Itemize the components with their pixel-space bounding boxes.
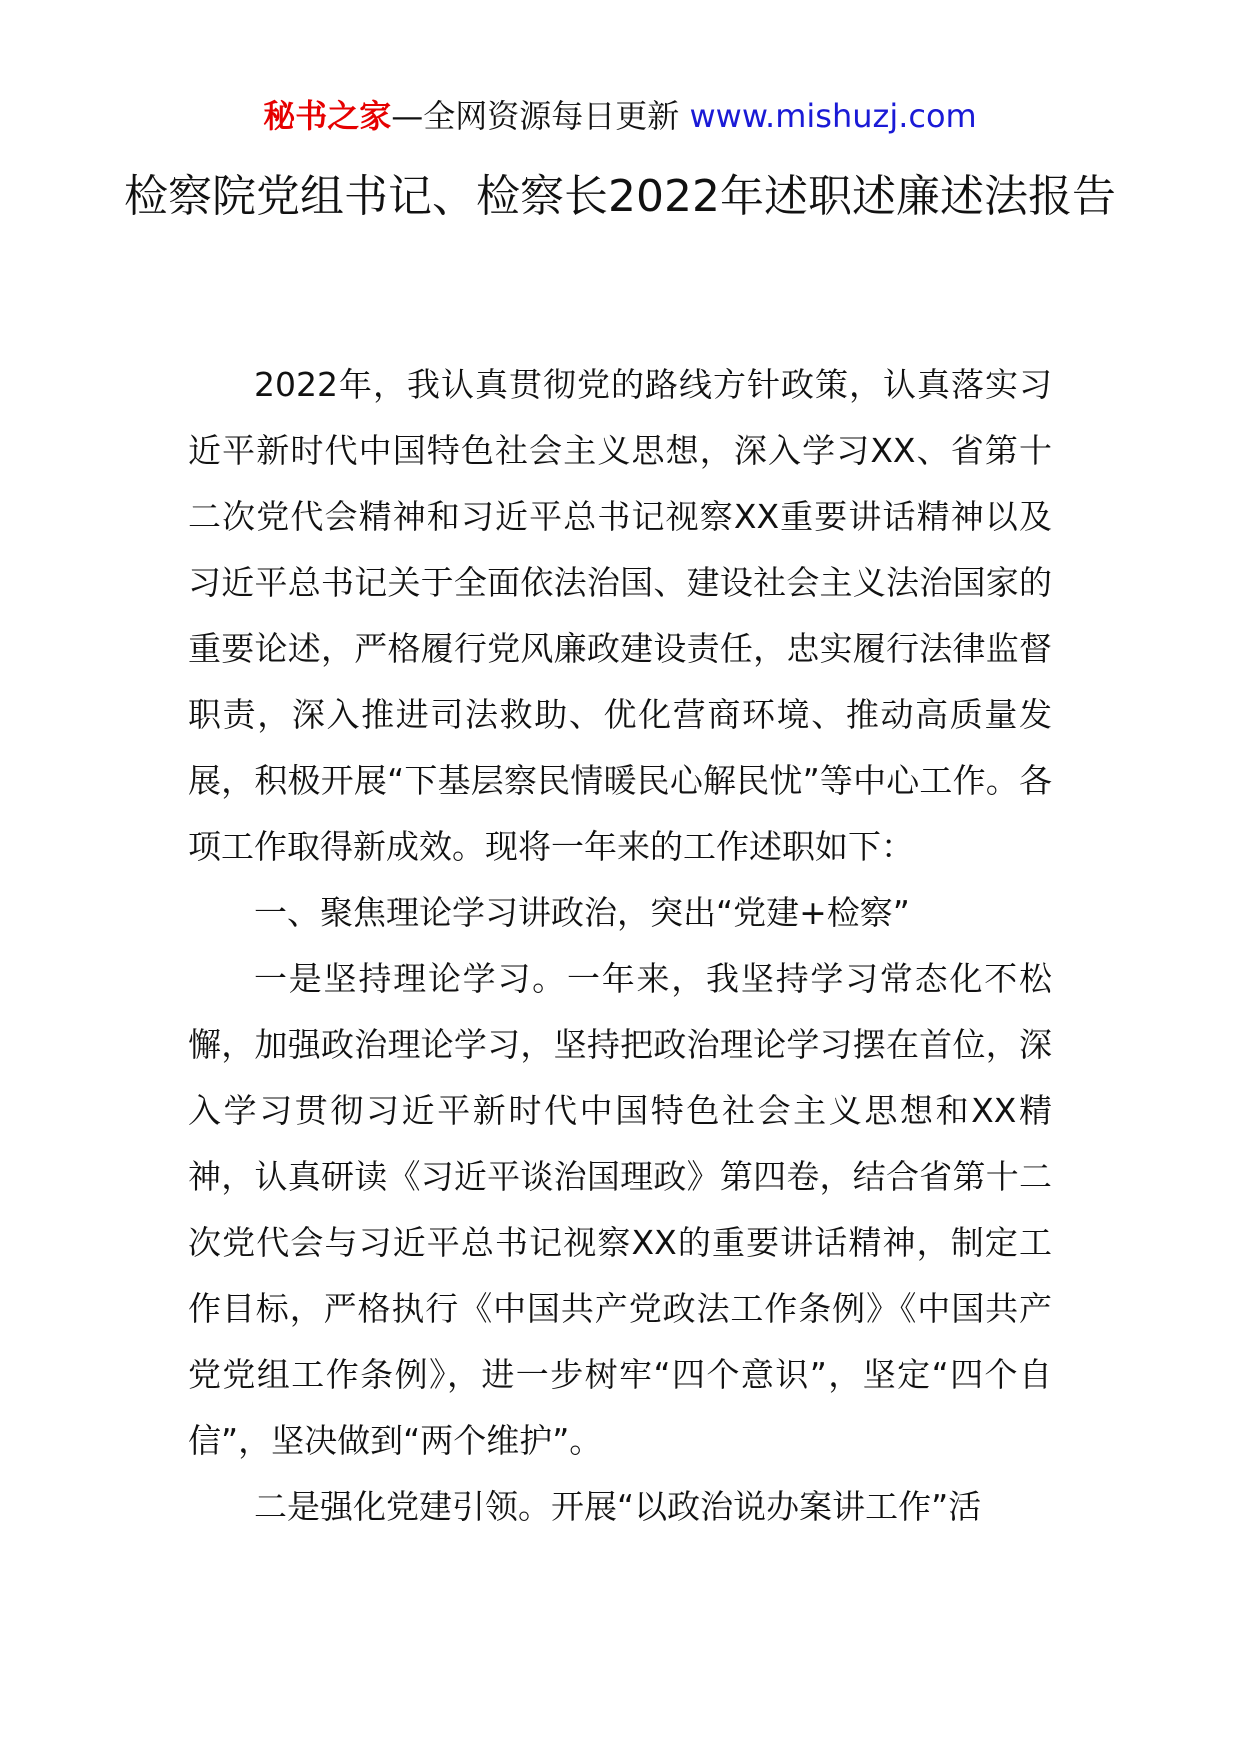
document-body (188, 352, 1052, 1540)
site-slogan: —全网资源每日更新 (391, 97, 680, 135)
body-paragraph: 一是坚持理论学习。一年来，我坚持学习常态化不松懈，加强政治理论学习，坚持把政治理论学习摆在首位，深入学习贯彻习近平新时代中国特色社会主义思想和XX精神，认真研读《习近平谈治国理政》第四卷，结合省第十二次党代会与习近平总书记视察XX的重要讲话精神，制定工作目标，严格执行《中国共产党政法工作条例》《中国共产党党组工作条例》，进一步树牢“四个意识”，坚定“四个自信”，坚决做到“两个维护”。 (188, 959, 1052, 1460)
site-brand: 秘书之家 (263, 97, 392, 135)
body-paragraph: 二是强化党建引领。开展“以政治说办案讲工作”活 (254, 1487, 982, 1526)
section-heading: 一、聚焦理论学习讲政治，突出“党建+检察” (254, 893, 910, 932)
site-url-link[interactable]: www.mishuzj.com (689, 97, 977, 135)
intro-paragraph: 2022年，我认真贯彻党的路线方针政策，认真落实习近平新时代中国特色社会主义思想，深入学习XX、省第十二次党代会精神和习近平总书记视察XX重要讲话精神以及习近平总书记关于全面依法治国、建设社会主义法治国家的重要论述，严格履行党风廉政建设责任，忠实履行法律监督职责，深入推进司法救助、优化营商环境、推动高质量发展，积极开展“下基层察民情暖民心解民忧”等中心工作。各项工作取得新成效。现将一年来的工作述职如下： (188, 365, 1052, 866)
document-title: 检察院党组书记、检察长2022年述职述廉述法报告 (124, 171, 1116, 222)
site-header (0, 96, 1240, 136)
